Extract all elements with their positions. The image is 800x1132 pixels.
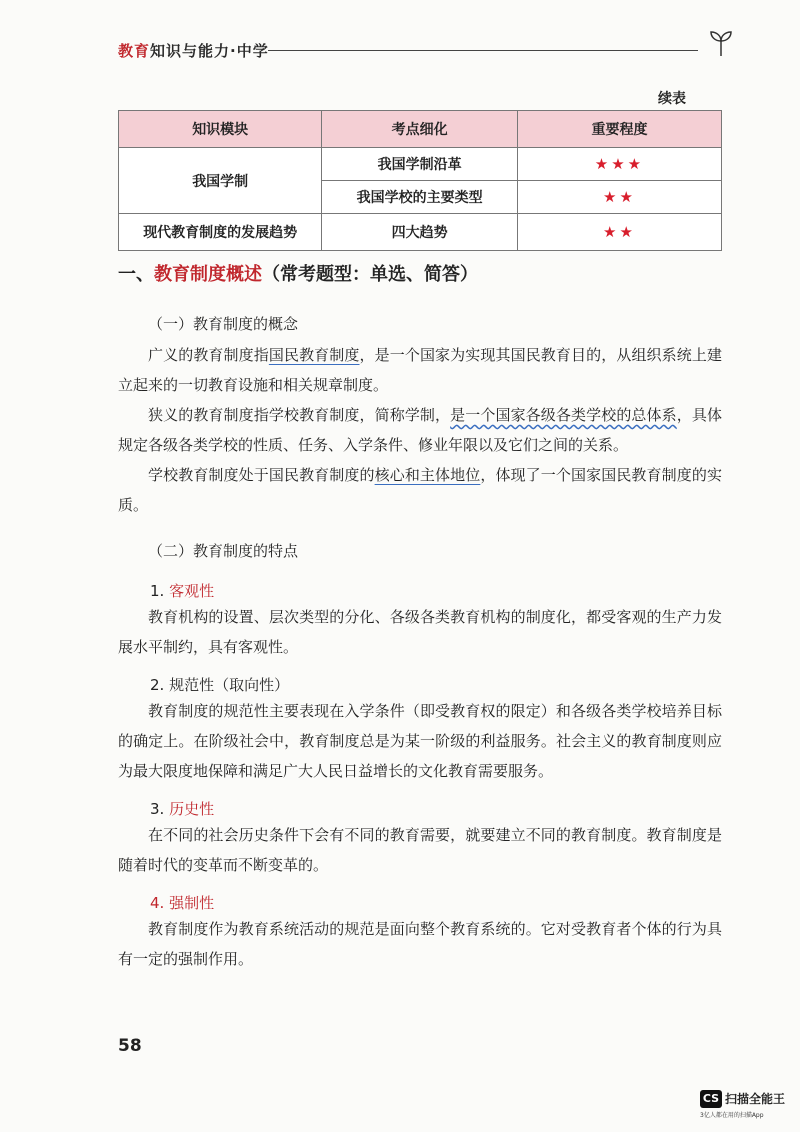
text-span: 学校教育制度处于国民教育制度的 — [148, 466, 375, 484]
header-importance: 重要程度 — [517, 111, 721, 148]
table-row — [119, 214, 722, 251]
point-cell: 四大趋势 — [322, 214, 518, 251]
importance-cell — [517, 181, 721, 214]
point-cell: 我国学校的主要类型 — [322, 181, 518, 214]
table-continued-label: 续表 — [658, 91, 686, 107]
text-span: ，体现了一个国家国民教育制度的实质。 — [118, 466, 722, 514]
underlined-term: 国民教育制度 — [268, 346, 360, 364]
table-row — [119, 148, 722, 181]
star-rating: ★★ — [603, 188, 636, 206]
feature-heading-normativity — [150, 674, 289, 695]
knowledge-table — [118, 110, 722, 251]
underlined-term: 核心和主体地位 — [374, 466, 481, 484]
wavy-underlined-phrase: 是一个国家各级各类学校的总体系 — [450, 406, 677, 424]
header-rule — [268, 50, 698, 51]
book-title-rest: 知识与能力·中学 — [150, 42, 269, 60]
point-cell: 我国学制沿革 — [322, 148, 518, 181]
page-number: 58 — [118, 1036, 142, 1056]
sprout-icon — [706, 28, 736, 58]
feature-number: 2. — [150, 676, 170, 694]
paragraph-school-system-position — [118, 460, 722, 520]
importance-cell — [517, 214, 721, 251]
paragraph-broad-definition — [118, 340, 722, 400]
text-span: 广义的教育制度指 — [148, 346, 269, 364]
feature-title: 强制性 — [169, 894, 215, 912]
feature-text-objectivity: 教育机构的设置、层次类型的分化、各级各类教育机构的制度化，都受客观的生产力发展水平制约，具有客观性。 — [118, 608, 722, 656]
header-module: 知识模块 — [119, 111, 322, 148]
feature-number: 4. — [150, 894, 170, 912]
page-header — [118, 28, 733, 68]
feature-text-normativity: 教育制度的规范性主要表现在入学条件（即受教育权的限定）和各级各类学校培养目标的确定上。在阶级社会中，教育制度总是为某一阶级的利益服务。社会主义的教育制度则应为最大限度地保障和满足广大人民日益增长的文化教育需要服务。 — [118, 702, 722, 780]
star-rating: ★★ — [603, 223, 636, 241]
module-cell: 现代教育制度的发展趋势 — [119, 214, 322, 251]
feature-number: 1. — [150, 582, 170, 600]
feature-number: 3. — [150, 800, 170, 818]
section-heading — [118, 260, 478, 286]
camscanner-logo-icon: CS — [700, 1090, 722, 1108]
module-cell: 我国学制 — [119, 148, 322, 214]
watermark-app-name: 扫描全能王 — [725, 1092, 786, 1106]
paragraph-narrow-definition — [118, 400, 722, 460]
feature-heading-historicity — [150, 798, 214, 819]
section-title: 教育制度概述 — [154, 264, 262, 285]
feature-heading-objectivity — [150, 580, 214, 601]
feature-title: 客观性 — [169, 582, 215, 600]
feature-text-compulsory: 教育制度作为教育系统活动的规范是面向整个教育系统的。它对受教育者个体的行为具有一定的强制作用。 — [118, 920, 722, 968]
book-title-accent: 教育 — [118, 42, 151, 60]
star-rating: ★★★ — [594, 155, 645, 173]
subsection-heading-features: （二）教育制度的特点 — [148, 542, 299, 560]
text-span: 狭义的教育制度指学校教育制度，简称学制， — [148, 406, 451, 424]
table-header-row — [119, 111, 722, 148]
feature-text-historicity: 在不同的社会历史条件下会有不同的教育需要，就要建立不同的教育制度。教育制度是随着时代的变革而不断变革的。 — [118, 826, 722, 874]
book-title — [118, 40, 269, 61]
feature-title: 历史性 — [169, 800, 215, 818]
subsection-heading-concept: （一）教育制度的概念 — [148, 315, 299, 333]
scanner-watermark — [700, 1090, 790, 1124]
section-exam-type: （常考题型：单选、简答） — [262, 264, 478, 285]
importance-cell — [517, 148, 721, 181]
text-span: ，具体规定各级各类学校的性质、任务、入学条件、修业年限以及它们之间的关系。 — [118, 406, 722, 454]
section-prefix: 一、 — [118, 264, 154, 285]
header-point: 考点细化 — [322, 111, 518, 148]
text-span: ，是一个国家为实现其国民教育目的，从组织系统上建立起来的一切教育设施和相关规章制度。 — [118, 346, 722, 394]
watermark-tagline: 3亿人都在用的扫描App — [700, 1112, 764, 1119]
feature-title: 规范性（取向性） — [169, 676, 290, 694]
feature-heading-compulsory — [150, 892, 214, 913]
